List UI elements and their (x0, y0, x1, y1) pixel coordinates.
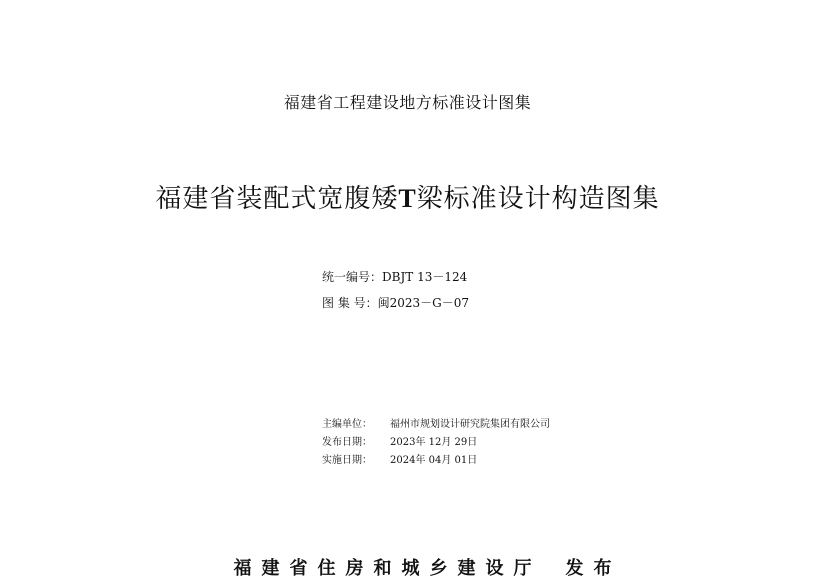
editor-row (322, 416, 550, 434)
info-block (322, 416, 550, 470)
atlas-title-letter: T (398, 184, 417, 213)
code-block (322, 264, 469, 316)
implement-date-row (322, 452, 550, 470)
atlas-title-part2: 梁标准设计构造图集 (416, 184, 660, 214)
atlas-title (0, 178, 815, 215)
unified-number-label: 统一编号： (322, 270, 383, 284)
publish-action: 发布 (565, 558, 622, 579)
implement-date-value: 2024年 04月 01日 (390, 455, 478, 466)
series-title: 福建省工程建设地方标准设计图集 (283, 93, 532, 112)
atlas-number-row (322, 290, 469, 316)
atlas-title-part1: 福建省装配式宽腹矮 (155, 184, 399, 214)
atlas-number-label: 图 集 号： (322, 296, 378, 310)
editor-label: 主编单位： (322, 419, 372, 430)
atlas-number-value: 闽2023－G－07 (377, 296, 470, 310)
publisher-line (221, 533, 622, 580)
unified-number-value: DBJT 13－124 (382, 270, 468, 284)
publisher-name: 福建省住房和城乡建设厅 (233, 558, 542, 579)
unified-number-row (322, 264, 469, 290)
release-date-value: 2023年 12月 29日 (390, 437, 478, 448)
release-date-label: 发布日期： (322, 437, 372, 448)
editor-value: 福州市规划设计研究院集团有限公司 (390, 419, 550, 430)
implement-date-label: 实施日期： (322, 455, 372, 466)
release-date-row (322, 434, 550, 452)
